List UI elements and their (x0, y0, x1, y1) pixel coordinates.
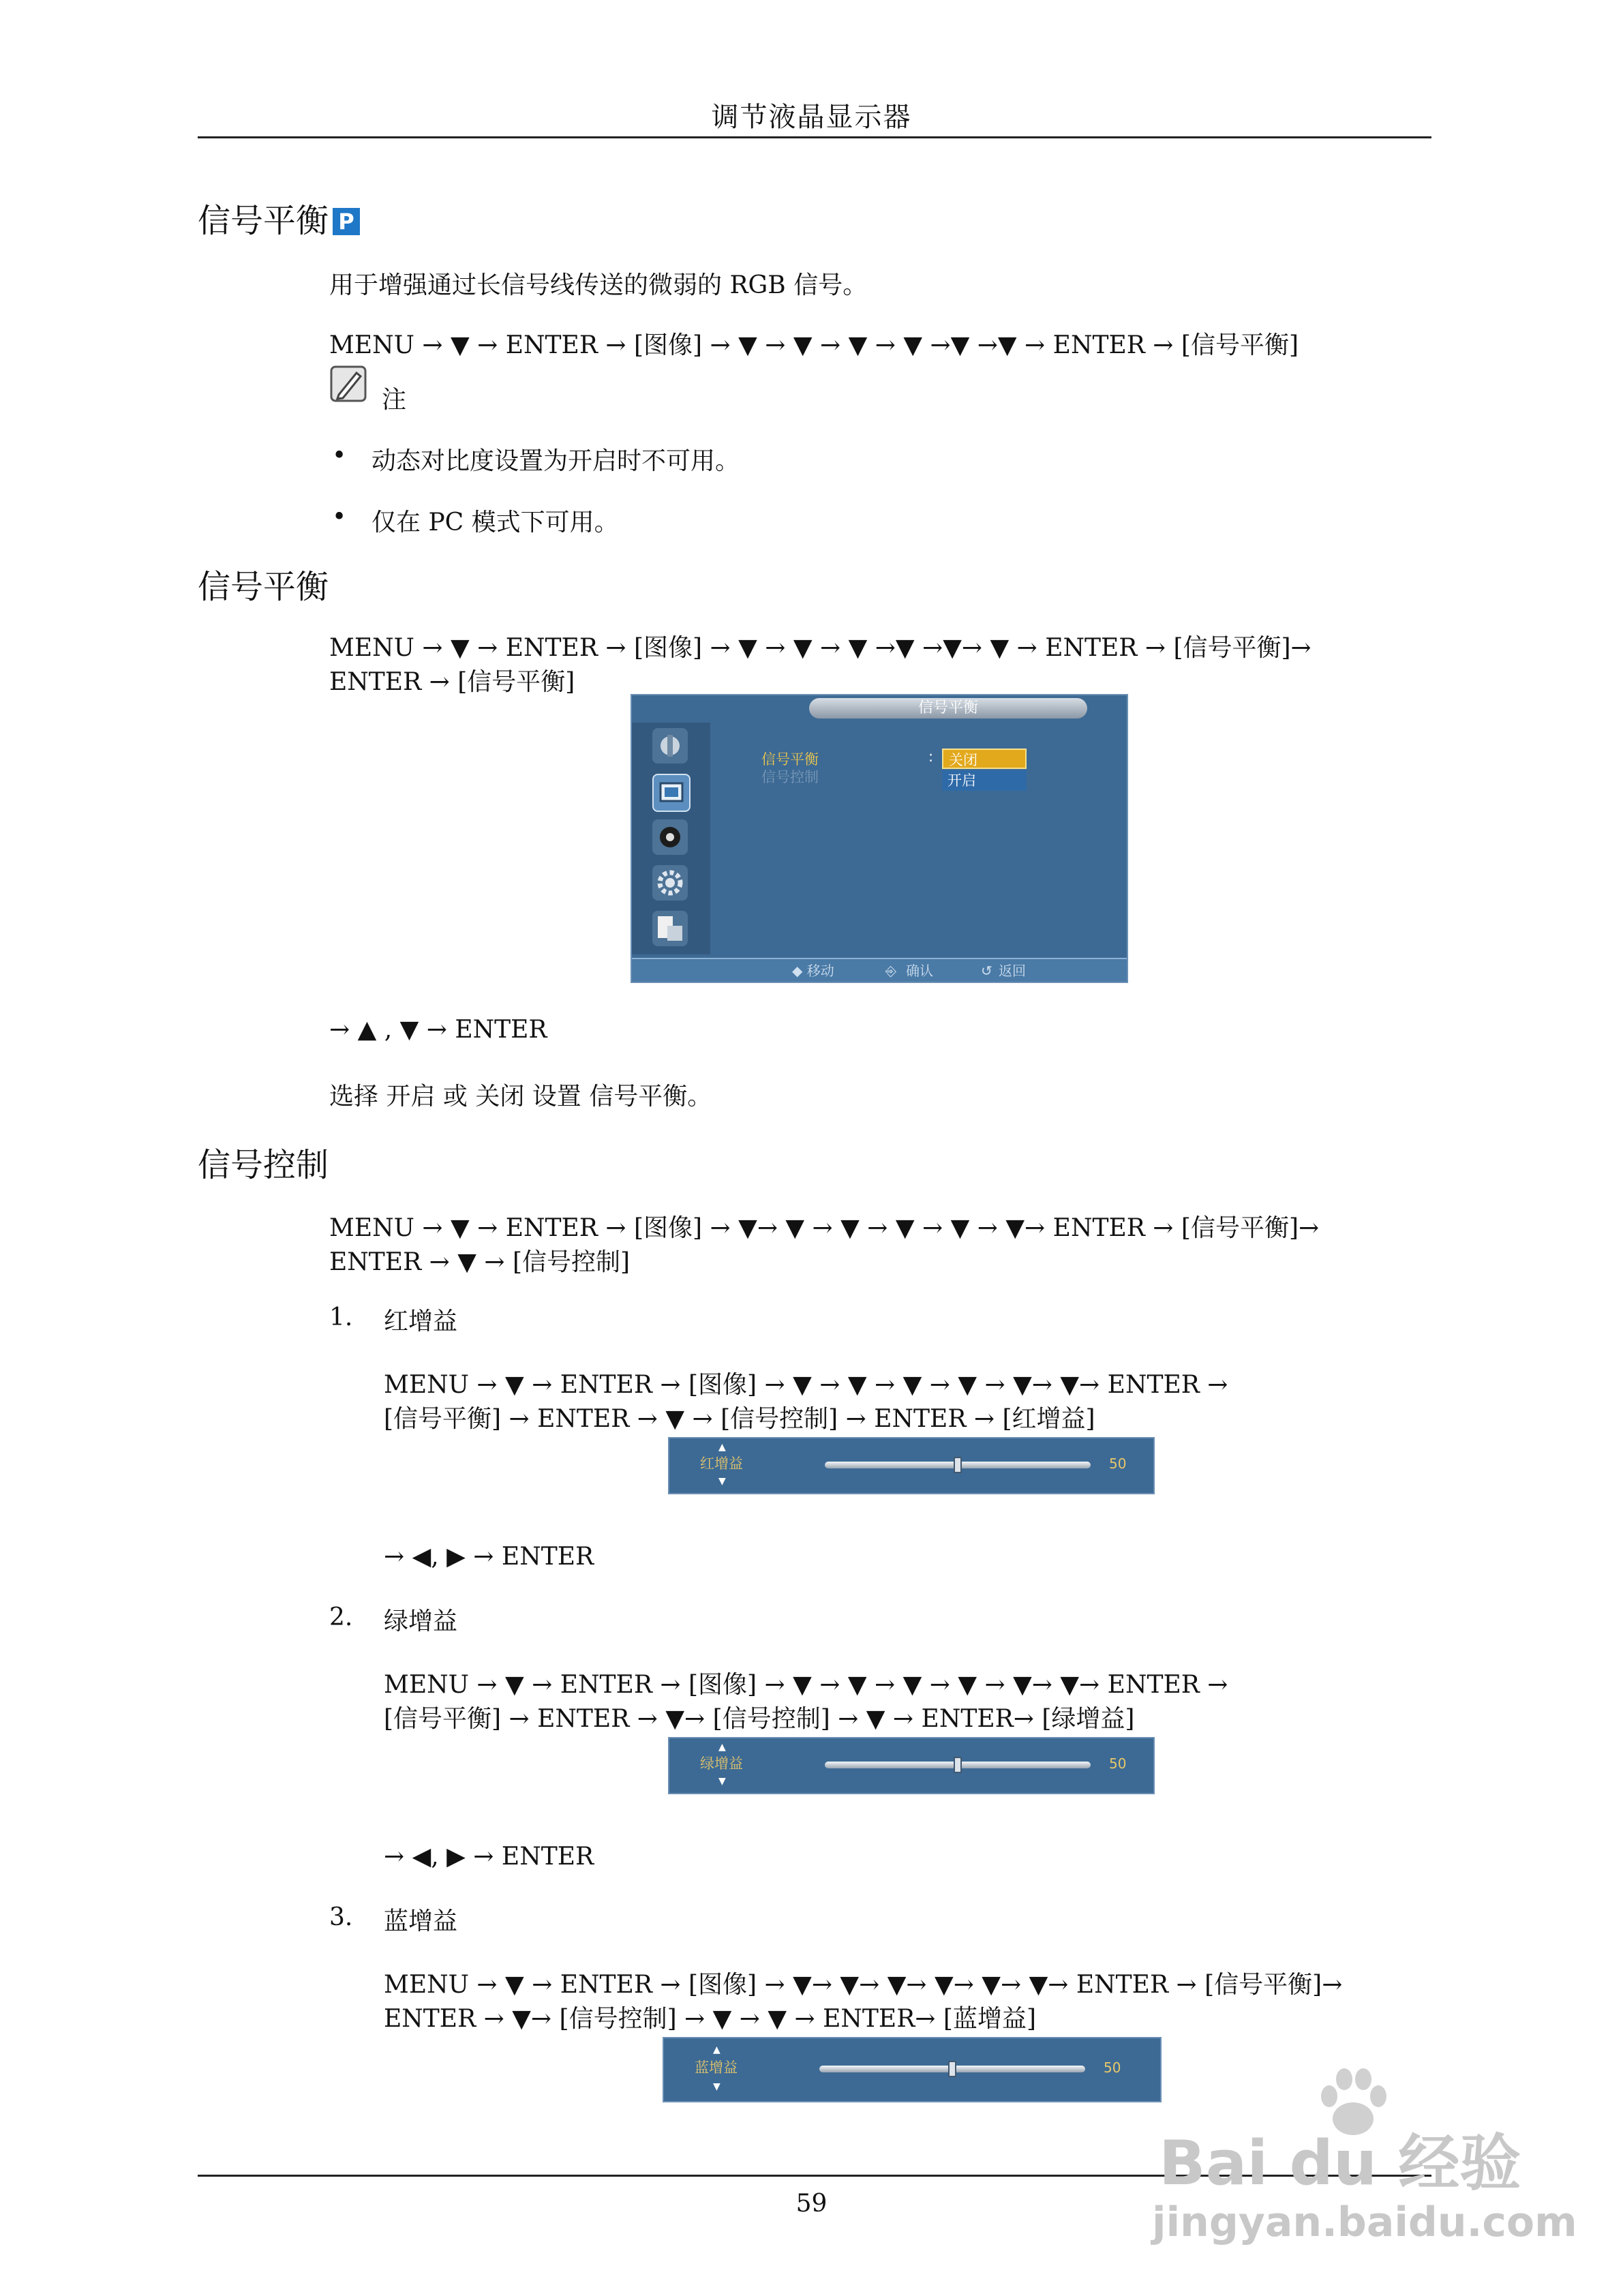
baidu-jingyan-watermark: Bai du 经验 (1159, 2128, 1521, 2199)
slider-thumb[interactable] (948, 2061, 956, 2077)
slider-track[interactable] (819, 2066, 1085, 2072)
up-arrow-icon: ▲ (718, 1442, 726, 1453)
red-gain-path-line1: MENU → ▼ → ENTER → [图像] → ▼ → ▼ → ▼ → ▼ → ▼→ ▼→ ENTER → (384, 1371, 1228, 1399)
return-icon: ↺ (981, 963, 992, 979)
osd-screenshot (631, 694, 1128, 983)
header-divider (198, 136, 1431, 138)
green-gain-keys: → ◀, ▶ → ENTER (384, 1843, 594, 1871)
section-title-signal-balance: 信号平衡 (198, 568, 329, 606)
down-arrow-icon: ▼ (713, 2081, 721, 2092)
list-number: 3. (329, 1903, 353, 1931)
section1-description: 用于增强通过长信号线传送的微弱的 RGB 信号。 (329, 271, 868, 299)
section1-menu-path: MENU → ▼ → ENTER → [图像] → ▼ → ▼ → ▼ → ▼ →▼ →▼ → ENTER → [信号平衡] (329, 331, 1299, 359)
watermark-url: jingyan.baidu.com (1152, 2199, 1577, 2246)
multi-window-icon (652, 911, 688, 946)
section2-menu-path-line2: ENTER → [信号平衡] (329, 668, 575, 696)
green-gain-path-line1: MENU → ▼ → ENTER → [图像] → ▼ → ▼ → ▼ → ▼ → ▼→ ▼→ ENTER → (384, 1671, 1228, 1699)
bullet-dot: • (332, 442, 347, 470)
slider-thumb[interactable] (954, 1457, 962, 1473)
osd-item-signal-balance[interactable]: 信号平衡 (761, 751, 819, 768)
list-number: 1. (329, 1303, 353, 1331)
blue-gain-path-line1: MENU → ▼ → ENTER → [图像] → ▼→ ▼→ ▼→ ▼→ ▼→ ▼→ ENTER → [信号平衡]→ (384, 1971, 1343, 1999)
red-gain-path-line2: [信号平衡] → ENTER → ▼ → [信号控制] → ENTER → [红增益] (384, 1405, 1095, 1433)
slider-label: 蓝增益 (695, 2059, 738, 2076)
section-title-signal-control: 信号控制 (198, 1146, 329, 1184)
blue-gain-path-line2: ENTER → ▼→ [信号控制] → ▼ → ▼ → ENTER→ [蓝增益] (384, 2005, 1037, 2033)
pc-mode-badge-icon: P (333, 208, 360, 235)
down-arrow-icon: ▼ (718, 1476, 726, 1487)
bullet-item: 动态对比度设置为开启时不可用。 (371, 447, 740, 475)
bullet-item: 仅在 PC 模式下可用。 (371, 509, 619, 537)
osd-title: 信号平衡 (809, 698, 1087, 719)
page-header-title: 调节液晶显示器 (711, 102, 912, 133)
slider-value: 50 (1109, 1455, 1127, 1472)
section-title-text: 信号平衡 (198, 202, 329, 240)
note-label: 注 (382, 386, 407, 414)
slider-track[interactable] (825, 1462, 1091, 1468)
up-arrow-icon: ▲ (718, 1742, 726, 1753)
enter-icon: ⎆ (885, 963, 896, 979)
section2-key-sequence: → ▲ , ▼ → ENTER (329, 1016, 547, 1044)
item-title-green-gain: 绿增益 (384, 1607, 458, 1635)
setup-gear-icon (652, 865, 688, 901)
item-title-blue-gain: 蓝增益 (384, 1907, 458, 1935)
section2-menu-path-line1: MENU → ▼ → ENTER → [图像] → ▼ → ▼ → ▼ →▼ →▼→ ▼ → ENTER → [信号平衡]→ (329, 634, 1311, 662)
green-gain-path-line2: [信号平衡] → ENTER → ▼→ [信号控制] → ▼ → ENTER→ [绿增益] (384, 1705, 1135, 1733)
section-title-signal-balance-p (198, 194, 360, 241)
osd-item-signal-control: 信号控制 (761, 769, 819, 785)
osd-sidebar (632, 723, 710, 954)
red-gain-slider-panel (668, 1437, 1155, 1494)
section3-menu-path-line1: MENU → ▼ → ENTER → [图像] → ▼→ ▼ → ▼ → ▼ → ▼ → ▼→ ENTER → [信号平衡]→ (329, 1214, 1320, 1242)
osd-footer (632, 958, 1127, 983)
bullet-dot: • (332, 503, 347, 531)
slider-label: 红增益 (700, 1455, 743, 1472)
slider-value: 50 (1109, 1755, 1127, 1772)
green-gain-slider-panel (668, 1737, 1155, 1794)
slider-value: 50 (1104, 2059, 1121, 2076)
osd-footer-confirm: 确认 (906, 963, 933, 979)
list-number: 2. (329, 1603, 353, 1631)
slider-thumb[interactable] (954, 1757, 962, 1773)
picture-icon (652, 774, 691, 812)
note-icon (329, 365, 369, 404)
up-arrow-icon: ▲ (713, 2044, 721, 2055)
slider-label: 绿增益 (700, 1755, 743, 1772)
osd-option-off-selected[interactable]: 关闭 (942, 749, 1027, 769)
red-gain-keys: → ◀, ▶ → ENTER (384, 1543, 594, 1571)
blue-gain-slider-panel (663, 2037, 1162, 2102)
down-arrow-icon: ▼ (718, 1776, 726, 1787)
sound-icon (652, 819, 688, 855)
osd-colon: : (928, 749, 934, 765)
section3-menu-path-line2: ENTER → ▼ → [信号控制] (329, 1248, 631, 1276)
osd-footer-return: 返回 (999, 963, 1026, 979)
item-title-red-gain: 红增益 (384, 1308, 458, 1335)
slider-track[interactable] (825, 1762, 1091, 1768)
osd-option-on[interactable]: 开启 (942, 770, 1027, 791)
section2-description: 选择 开启 或 关闭 设置 信号平衡。 (329, 1083, 712, 1111)
input-icon (652, 728, 688, 764)
page-number: 59 (795, 2190, 828, 2218)
osd-footer-move: ◆ 移动 (792, 963, 834, 979)
